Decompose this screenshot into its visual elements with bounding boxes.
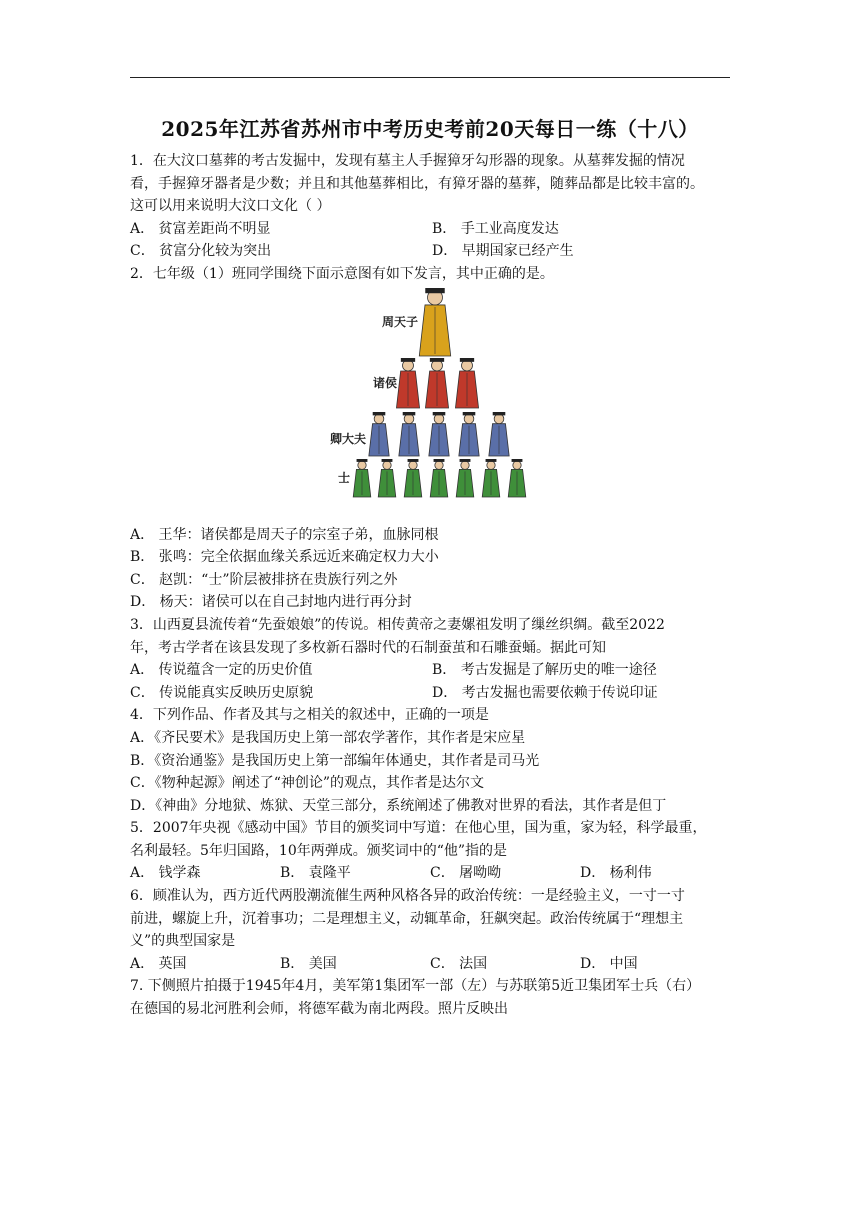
lord-figure-2 — [425, 358, 448, 408]
question-list — [130, 150, 732, 1021]
scholar-figure-3 — [404, 459, 422, 497]
question-1-option-c: C． 贫富分化较为突出 — [130, 243, 272, 260]
hierarchy-figures — [353, 288, 526, 497]
question-3-stem-line-2: 年，考古学者在该县发现了多枚新石器时代的石制蚕茧和石雕蚕蛹。据此可知 — [130, 639, 606, 656]
question-7 — [130, 975, 732, 1020]
scholar-figure-2 — [378, 459, 396, 497]
question-5-option-a: A． 钱学森 — [130, 865, 201, 882]
question-2 — [130, 263, 732, 614]
question-6-option-c: C． 法国 — [430, 955, 488, 972]
question-1-stem-line-1: 1．在大汶口墓葬的考古发掘中，发现有墓主人手握獐牙勾形器的现象。从墓葬发掘的情况 — [130, 153, 685, 169]
question-3-option-a: A． 传说蕴含一定的历史价值 — [130, 662, 313, 679]
question-6-stem-line-1: 6．顾准认为，西方近代两股潮流催生两种风格各异的政治传统：一是经验主义，一寸一寸 — [130, 888, 685, 905]
question-2-option-b: B． 张鸣：完全依据血缘关系远近来确定权力大小 — [130, 549, 439, 566]
question-3 — [130, 614, 732, 704]
question-6-option-a: A． 英国 — [130, 955, 187, 972]
scholar-figure-1 — [353, 459, 371, 497]
scholar-figure-7 — [508, 459, 526, 497]
question-3-stem-line-1: 3．山西夏县流传着“先蚕娘娘”的传说。相传黄帝之妻嫘祖发明了缫丝织绸。截至2022 — [130, 616, 665, 633]
label-ministers: 卿大夫 — [330, 431, 367, 446]
question-4 — [130, 704, 732, 817]
scholar-figure-6 — [482, 459, 500, 497]
question-1 — [130, 150, 732, 263]
minister-figure-3 — [429, 412, 449, 456]
question-7-stem-line-1: 7. 下侧照片拍摄于1945年4月，美军第1集团军一部（左）与苏联第5近卫集团军士兵（右） — [130, 978, 701, 995]
zhou-feudal-hierarchy-figure — [130, 286, 732, 524]
question-6-stem-line-3: 义”的典型国家是 — [130, 933, 236, 950]
question-1-option-d: D． 早期国家已经产生 — [432, 243, 574, 260]
question-4-option-b: B．《资治通鉴》是我国历史上第一部编年体通史，其作者是司马光 — [130, 752, 540, 769]
question-2-stem: 2．七年级（1）班同学围绕下面示意图有如下发言，其中正确的是。 — [130, 265, 554, 282]
question-2-option-c: C． 赵凯：“士”阶层被排挤在贵族行列之外 — [130, 571, 398, 588]
question-6 — [130, 885, 732, 975]
question-6-option-d: D． 中国 — [580, 955, 638, 972]
question-4-stem: 4．下列作品、作者及其与之相关的叙述中，正确的一项是 — [130, 707, 489, 724]
emperor-figure-1 — [419, 288, 450, 356]
question-2-option-a: A． 王华：诸侯都是周天子的宗室子弟，血脉同根 — [130, 526, 439, 543]
question-6-stem-line-2: 前进，螺旋上升，沉着事功；二是理想主义，动辄革命，狂飙突起。政治传统属于“理想主 — [130, 910, 684, 927]
label-emperor: 周天子 — [382, 314, 419, 329]
question-7-stem-line-2: 在德国的易北河胜利会师，将德军截为南北两段。照片反映出 — [130, 1001, 508, 1018]
label-scholars: 士 — [338, 470, 351, 485]
question-1-option-b: B． 手工业高度发达 — [432, 220, 559, 237]
minister-figure-5 — [489, 412, 509, 456]
scholar-figure-5 — [456, 459, 474, 497]
minister-figure-4 — [459, 412, 479, 456]
question-4-option-a: A．《齐民要术》是我国历史上第一部农学著作，其作者是宋应星 — [130, 729, 526, 746]
question-3-option-d: D． 考古发掘也需要依赖于传说印证 — [432, 684, 658, 701]
question-4-option-c: C．《物种起源》阐述了“神创论”的观点，其作者是达尔文 — [130, 775, 485, 792]
question-6-option-b: B． 美国 — [280, 955, 337, 972]
question-5-stem-line-2: 名利最轻。5年归国路，10年两弹成。颁奖词中的“他”指的是 — [130, 842, 508, 859]
scholar-figure-4 — [430, 459, 448, 497]
question-4-option-d: D．《神曲》分地狱、炼狱、天堂三部分，系统阐述了佛教对世界的看法，其作者是但丁 — [130, 797, 667, 814]
question-1-option-a: A． 贫富差距尚不明显 — [130, 220, 271, 237]
question-3-option-c: C． 传说能真实反映历史原貌 — [130, 684, 314, 701]
question-5-stem-line-1: 5．2007年央视《感动中国》节目的颁奖词中写道：在他心里，国为重，家为轻，科学最重， — [130, 820, 707, 837]
minister-figure-2 — [399, 412, 419, 456]
lord-figure-3 — [455, 358, 478, 408]
question-1-stem-line-3: 这可以用来说明大汶口文化（ ） — [130, 198, 331, 215]
header-rule — [130, 77, 730, 78]
question-2-option-d: D． 杨天：诸侯可以在自己封地内进行再分封 — [130, 594, 412, 611]
label-lords: 诸侯 — [373, 375, 398, 390]
page-title: 2025年江苏省苏州市中考历史考前20天每日一练（十八） — [161, 117, 699, 141]
question-1-stem-line-2: 看，手握獐牙器者是少数；并且和其他墓葬相比，有獐牙器的墓葬，随葬品都是比较丰富的。 — [130, 175, 704, 192]
question-5 — [130, 817, 732, 885]
question-5-option-c: C． 屠呦呦 — [430, 865, 502, 882]
hierarchy-pyramid-diagram — [330, 286, 540, 522]
question-3-option-b: B． 考古发掘是了解历史的唯一途径 — [432, 662, 657, 679]
lord-figure-1 — [396, 358, 419, 408]
question-5-option-d: D． 杨利伟 — [580, 865, 652, 882]
question-5-option-b: B． 袁隆平 — [280, 865, 351, 882]
minister-figure-1 — [369, 412, 389, 456]
